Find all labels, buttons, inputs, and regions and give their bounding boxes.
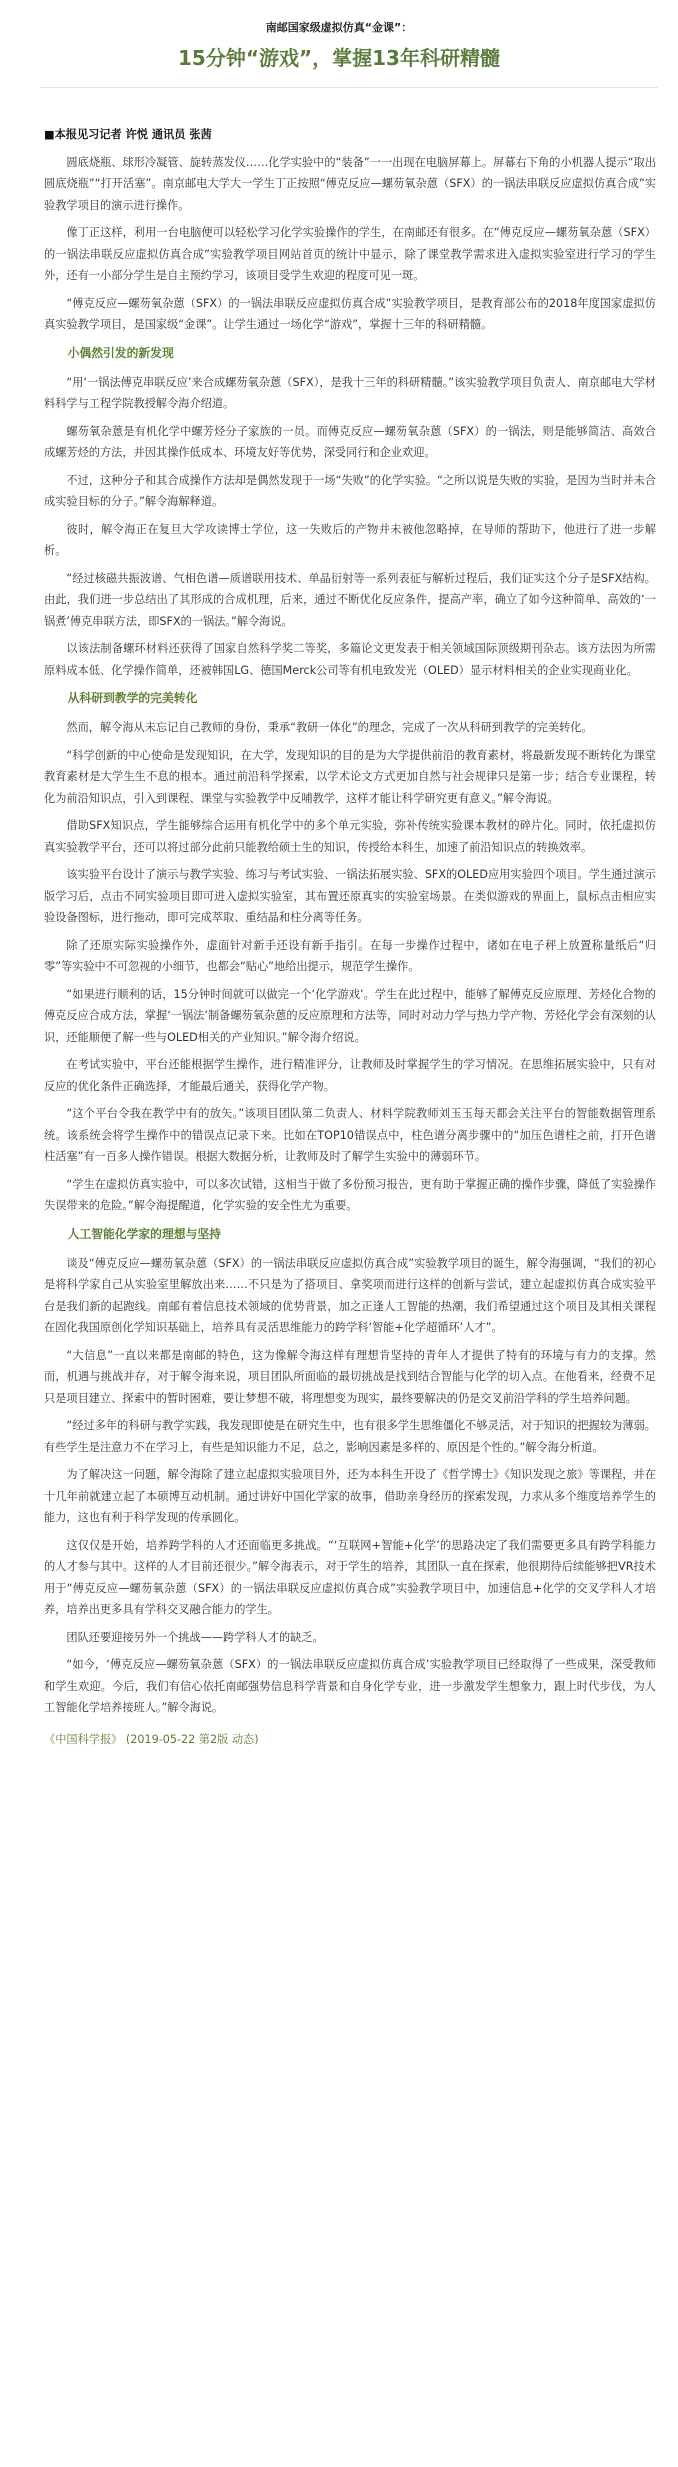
paragraph: 然而，解令海从未忘记自己教师的身份，秉承“教研一体化”的理念，完成了一次从科研到教学的完美转化。: [66, 721, 593, 734]
paragraph: 该实验平台设计了演示与教学实验、练习与考试实验、一锅法拓展实验、SFX的OLED应用实验四个项目。学生通过演示版学习后，点击不同实验项目即可进入虚拟实验室，其布置还原真实的实验室场景。在类似游戏的界面上，鼠标点击相应实验设备图标，进行拖动，即可完成萃取、重结晶和柱分离等任务。: [44, 868, 656, 924]
paragraph: 不过，这种分子和其合成操作方法却是偶然发现于一场“失败”的化学实验。“之所以说是失败的实验，是因为当时并未合成实验目标的分子。”解令海解释道。: [44, 473, 656, 508]
paragraph: “如果进行顺利的话，15分钟时间就可以做完一个‘化学游戏’。学生在此过程中，能够了解傅克反应原理、芳烃化合物的傅克反应合成方法，掌握‘一锅法’制备螺芴氧杂蒽的反应原理和方法等，同时对动力学与热力学产物、芳烃化学会有深刻的认识，还能顺便了解一些与OLED相关的产业知识。”解令海介绍说。: [44, 987, 656, 1044]
paragraph: 借助SFX知识点，学生能够综合运用有机化学中的多个单元实验，弥补传统实验课本教材的碎片化。同时，依托虚拟仿真实验教学平台，还可以将过部分此前只能教给硕士生的知识，传授给本科生，加速了前沿知识点的转换效率。: [44, 819, 656, 854]
paragraph: “傅克反应—螺芴氧杂蒽（SFX）的一锅法串联反应虚拟仿真合成”实验教学项目，是教育部公布的2018年度国家虚拟仿真实验教学项目，是国家级“金课”。让学生通过一场化学“游戏”，掌握十三年的科研精髓。: [44, 296, 656, 331]
article-body: [44, 124, 656, 1756]
paragraph: “学生在虚拟仿真实验中，可以多次试错，这相当于做了多份预习报告，更有助于掌握正确的操作步骤，降低了实验操作失误带来的危险。”解令海提醒道，化学实验的安全性尤为重要。: [44, 1177, 656, 1212]
header-divider: [40, 87, 658, 88]
paragraph: 圆底烧瓶、球形冷凝管、旋转蒸发仪……化学实验中的“装备”一一出现在电脑屏幕上。屏幕右下角的小机器人提示“取出圆底烧瓶”“打开活塞”。南京邮电大学大一学生丁正按照“傅克反应—螺芴氧杂蒽（SFX）的一锅法串联反应虚拟仿真合成”实验教学项目的演示进行操作。: [44, 155, 656, 212]
paragraph: 这仅仅是开始，培养跨学科的人才还面临更多挑战。“‘互联网+智能+化学’的思路决定了我们需要更多具有跨学科能力的人才参与其中。这样的人才目前还很少。”解令海表示，对于学生的培养，其团队一直在探索，他很期待后续能够把VR技术用于“傅克反应—螺芴氧杂蒽（SFX）的一锅法串联反应虚拟仿真合成”实验教学项目中，加速信息+化学的交叉学科人才培养，培养出更多具有学科交叉融合能力的学生。: [44, 1538, 656, 1616]
kicker-title: 南邮国家级虚拟仿真“金课”：: [265, 21, 413, 34]
source-citation: 《中国科学报》 (2019-05-22 第2版 动态): [44, 1732, 259, 1746]
section-heading: 小偶然引发的新发现: [67, 345, 174, 360]
paragraph: 谈及“傅克反应—螺芴氧杂蒽（SFX）的一锅法串联反应虚拟仿真合成”实验教学项目的诞生，解令海强调，“我们的初心是将科学家自己从实验室里解放出来……不只是为了搭项目、拿奖项而进行这样的创新与尝试，建立起虚拟仿真合成实验平台是我们新的起跑线。南邮有着信息技术领域的优势背景，加之正逢人工智能的热潮，我们希望通过这个项目及其相关课程在固化我国原创化学知识基础上，培养具有灵活思维能力的跨学科‘智能+化学超循环’人才”。: [44, 1256, 656, 1334]
section-heading: 从科研到教学的完美转化: [67, 691, 198, 705]
paragraph: “经过多年的科研与教学实践，我发现即使是在研究生中，也有很多学生思维僵化不够灵活，对于知识的把握较为薄弱。有些学生是注意力不在学习上，有些是知识能力不足，总之，影响因素是多样的、原因是个性的。”解令海分析道。: [44, 1419, 656, 1454]
section-heading: 人工智能化学家的理想与坚持: [67, 1226, 221, 1241]
paragraph: “科学创新的中心使命是发现知识，在大学，发现知识的目的是为大学提供前沿的教育素材，将最新发现不断转化为课堂教育素材是大学生生不息的根本。通过前沿科学探索，以学术论文方式更加自然与社会规律只是第一步；结合专业课程，转化为前沿知识点，引入到课程、课堂与实验教学中反哺教学，这样才能让科学研究更有意义。”解令海说。: [44, 748, 656, 805]
byline: ■本报见习记者 许悦 通讯员 张茜: [44, 128, 212, 141]
paragraph: 彼时，解令海正在复旦大学攻读博士学位，这一失败后的产物并未被他忽略掉，在导师的帮助下，他进行了进一步解析。: [44, 522, 656, 557]
paragraph: “大信息”一直以来都是南邮的特色，这为像解令海这样有理想肯坚持的青年人才提供了特有的环境与有力的支撑。然而，机遇与挑战并存，对于解令海来说，项目团队所面临的最切挑战是找到结合智能与化学的切入点。在他看来，经费不足只是项目建立、探索中的暂时困难，要让梦想不破，将理想变为现实，最终要解决的仍是交叉前沿学科的学生培养问题。: [44, 1348, 656, 1405]
paragraph: 螺芴氧杂蒽是有机化学中螺芳烃分子家族的一员。而傅克反应—螺芴氧杂蒽（SFX）的一锅法，则是能够简洁、高效合成螺芳烃的方法，并因其操作低成本、环境友好等优势，深受同行和企业欢迎。: [44, 424, 656, 459]
paragraph: 除了还原实际实验操作外，虚面针对新手还设有新手指引。在每一步操作过程中，诸如在电子秤上放置称量纸后“归零”等实验中不可忽视的小细节，也都会“贴心”地给出提示，规范学生操作。: [44, 938, 656, 973]
headline: 15分钟“游戏”，掌握13年科研精髓: [178, 46, 500, 70]
paragraph: 以该法制备螺环材料还获得了国家自然科学奖二等奖，多篇论文更发表于相关领域国际顶级期刊杂志。该方法因为所需原料成本低、化学操作简单，还被韩国LG、德国Merck公司等有机电致发光（OLED）显示材料相关的企业实现商业化。: [44, 642, 656, 677]
paragraph: “经过核磁共振波谱、气相色谱—质谱联用技术、单晶衍射等一系列表征与解析过程后，我们证实这个分子是SFX结构。由此，我们进一步总结出了其形成的合成机理，后来，通过不断优化反应条件，提高产率，确立了如今这种简单、高效的‘一锅煮’傅克串联方法，即SFX的一锅法。”解令海说。: [44, 571, 656, 628]
paragraph: “用‘一锅法傅克串联反应’来合成螺芴氧杂蒽（SFX），是我十三年的科研精髓。”该实验教学项目负责人、南京邮电大学材料科学与工程学院教授解令海介绍道。: [44, 375, 656, 410]
paragraph: 为了解决这一问题，解令海除了建立起虚拟实验项目外，还为本科生开设了《哲学博士》《知识发现之旅》等课程，并在十几年前就建立起了本硕博互动机制。通过讲好中国化学家的故事，借助亲身经历的探索发现，力求从多个维度培养学生的能力，这也有利于科学发现的传承圆化。: [44, 1468, 656, 1524]
paragraph: “这个平台令我在教学中有的放矢。”该项目团队第二负责人、材料学院教师刘玉玉每天都会关注平台的智能数据管理系统。该系统会将学生操作中的错误点记录下来。比如在TOP10错误点中，柱色谱分离步骤中的“加压色谱柱之前，打开色谱柱活塞”有一百多人操作错误。根据大数据分析，让教师及时了解学生实验中的薄弱环节。: [44, 1107, 656, 1163]
paragraph: 像丁正这样，利用一台电脑便可以轻松学习化学实验操作的学生，在南邮还有很多。在“傅克反应—螺芴氧杂蒽（SFX）的一锅法串联反应虚拟仿真合成”实验教学项目网站首页的统计中显示，除了课堂教学需求进入虚拟实验室进行学习的学生外，还有一小部分学生是自主预约学习，该项目受学生欢迎的程度可见一斑。: [44, 226, 656, 282]
paragraph: “如今，‘傅克反应—螺芴氧杂蒽（SFX）的一锅法串联反应虚拟仿真合成’实验教学项目已经取得了一些成果，深受教师和学生欢迎。今后，我们有信心依托南邮强势信息科学背景和自身化学专业，进一步激发学生想象力，跟上时代步伐，为人工智能化学培养接班人。”解令海说。: [44, 1658, 656, 1714]
paragraph: 在考试实验中，平台还能根据学生操作，进行精准评分，让教师及时掌握学生的学习情况。在思维拓展实验中，只有对反应的优化条件正确选择，才能最后通关，获得化学产物。: [44, 1058, 656, 1093]
article-header: [0, 0, 678, 72]
paragraph: 团队还要迎接另外一个挑战——跨学科人才的缺乏。: [66, 1630, 324, 1644]
